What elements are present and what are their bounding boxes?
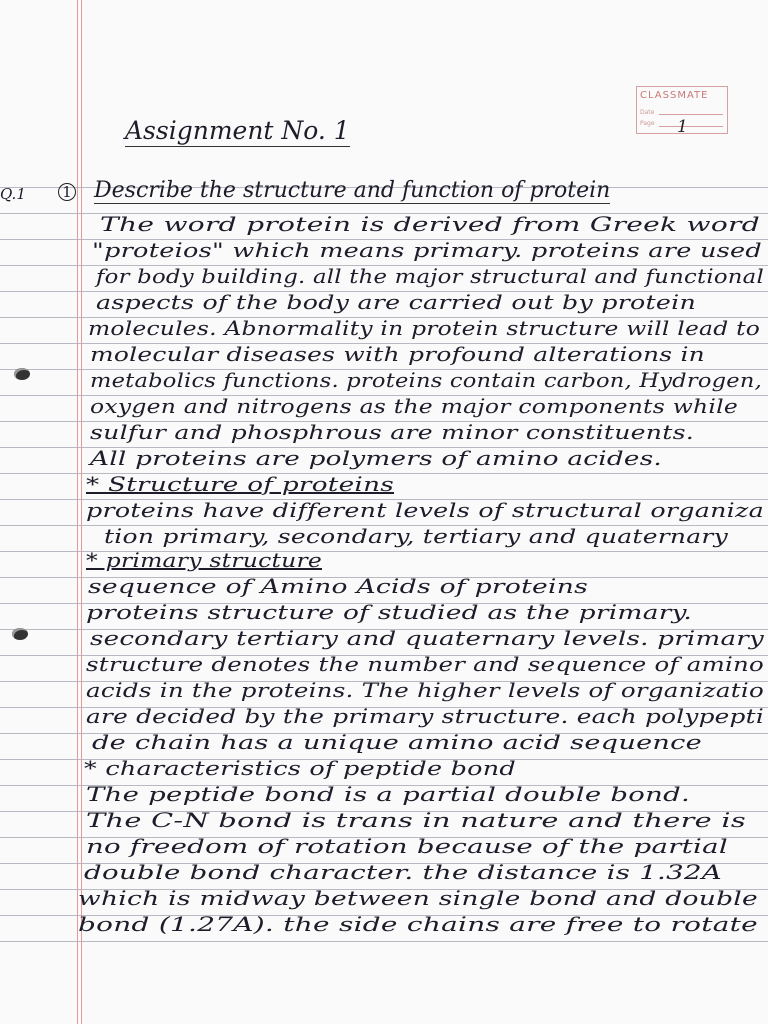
subheading-primary: * primary structure bbox=[86, 548, 322, 572]
text-line: double bond character. the distance is 1.32A bbox=[84, 860, 722, 884]
text-line: The peptide bond is a partial double bond. bbox=[86, 782, 690, 806]
margin-line bbox=[77, 0, 78, 1024]
text-line: All proteins are polymers of amino acides. bbox=[90, 446, 662, 470]
text-line: The word protein is derived from Greek word bbox=[100, 212, 760, 236]
text-line: oxygen and nitrogens as the major components while bbox=[90, 394, 738, 418]
binder-hole bbox=[14, 368, 30, 380]
stamp-brand: CLASSMATE bbox=[640, 90, 709, 101]
stamp-date-label: Date bbox=[640, 109, 655, 116]
binder-hole bbox=[12, 628, 28, 640]
text-line: The C-N bond is trans in nature and there is bbox=[86, 808, 746, 832]
question-label: Q.1 bbox=[0, 185, 26, 203]
text-line: molecular diseases with profound alterations in bbox=[90, 342, 705, 366]
question-number: 1 bbox=[58, 183, 76, 201]
text-line: are decided by the primary structure. each polypepti bbox=[86, 704, 764, 728]
text-line: acids in the proteins. The higher levels of organizatio bbox=[86, 678, 764, 702]
stamp-page-label: Page bbox=[640, 120, 655, 127]
text-line: aspects of the body are carried out by protein bbox=[96, 290, 696, 314]
page-number: 1 bbox=[677, 117, 688, 137]
text-line: for body building. all the major structural and functional bbox=[96, 264, 764, 288]
text-line: sequence of Amino Acids of proteins bbox=[88, 574, 588, 598]
text-line: sulfur and phosphrous are minor constituents. bbox=[90, 420, 694, 444]
subheading-structure: * Structure of proteins bbox=[86, 472, 394, 496]
text-line: tion primary, secondary, tertiary and quaternary bbox=[104, 524, 728, 548]
text-line: structure denotes the number and sequence of amino bbox=[86, 652, 764, 676]
text-line: de chain has a unique amino acid sequence bbox=[92, 730, 702, 754]
margin-line bbox=[81, 0, 82, 1024]
question-heading: Describe the structure and function of protein bbox=[94, 178, 611, 203]
text-line: proteins have different levels of structural organiza bbox=[86, 498, 764, 522]
text-line: molecules. Abnormality in protein structure will lead to bbox=[88, 316, 760, 340]
subheading-peptide: * characteristics of peptide bond bbox=[84, 756, 516, 780]
text-line: bond (1.27A). the side chains are free to rotate bbox=[78, 912, 758, 936]
text-line: "proteios" which means primary. proteins are used bbox=[92, 238, 762, 262]
page-stamp bbox=[636, 86, 728, 137]
text-line: proteins structure of studied as the primary. bbox=[86, 600, 692, 624]
text-line: secondary tertiary and quaternary levels. primary bbox=[90, 626, 764, 650]
text-line: no freedom of rotation because of the partial bbox=[86, 834, 728, 858]
text-line: metabolics functions. proteins contain carbon, Hydrogen, bbox=[90, 368, 762, 392]
text-line: which is midway between single bond and double bbox=[78, 886, 758, 910]
assignment-title: Assignment No. 1 bbox=[125, 116, 350, 145]
